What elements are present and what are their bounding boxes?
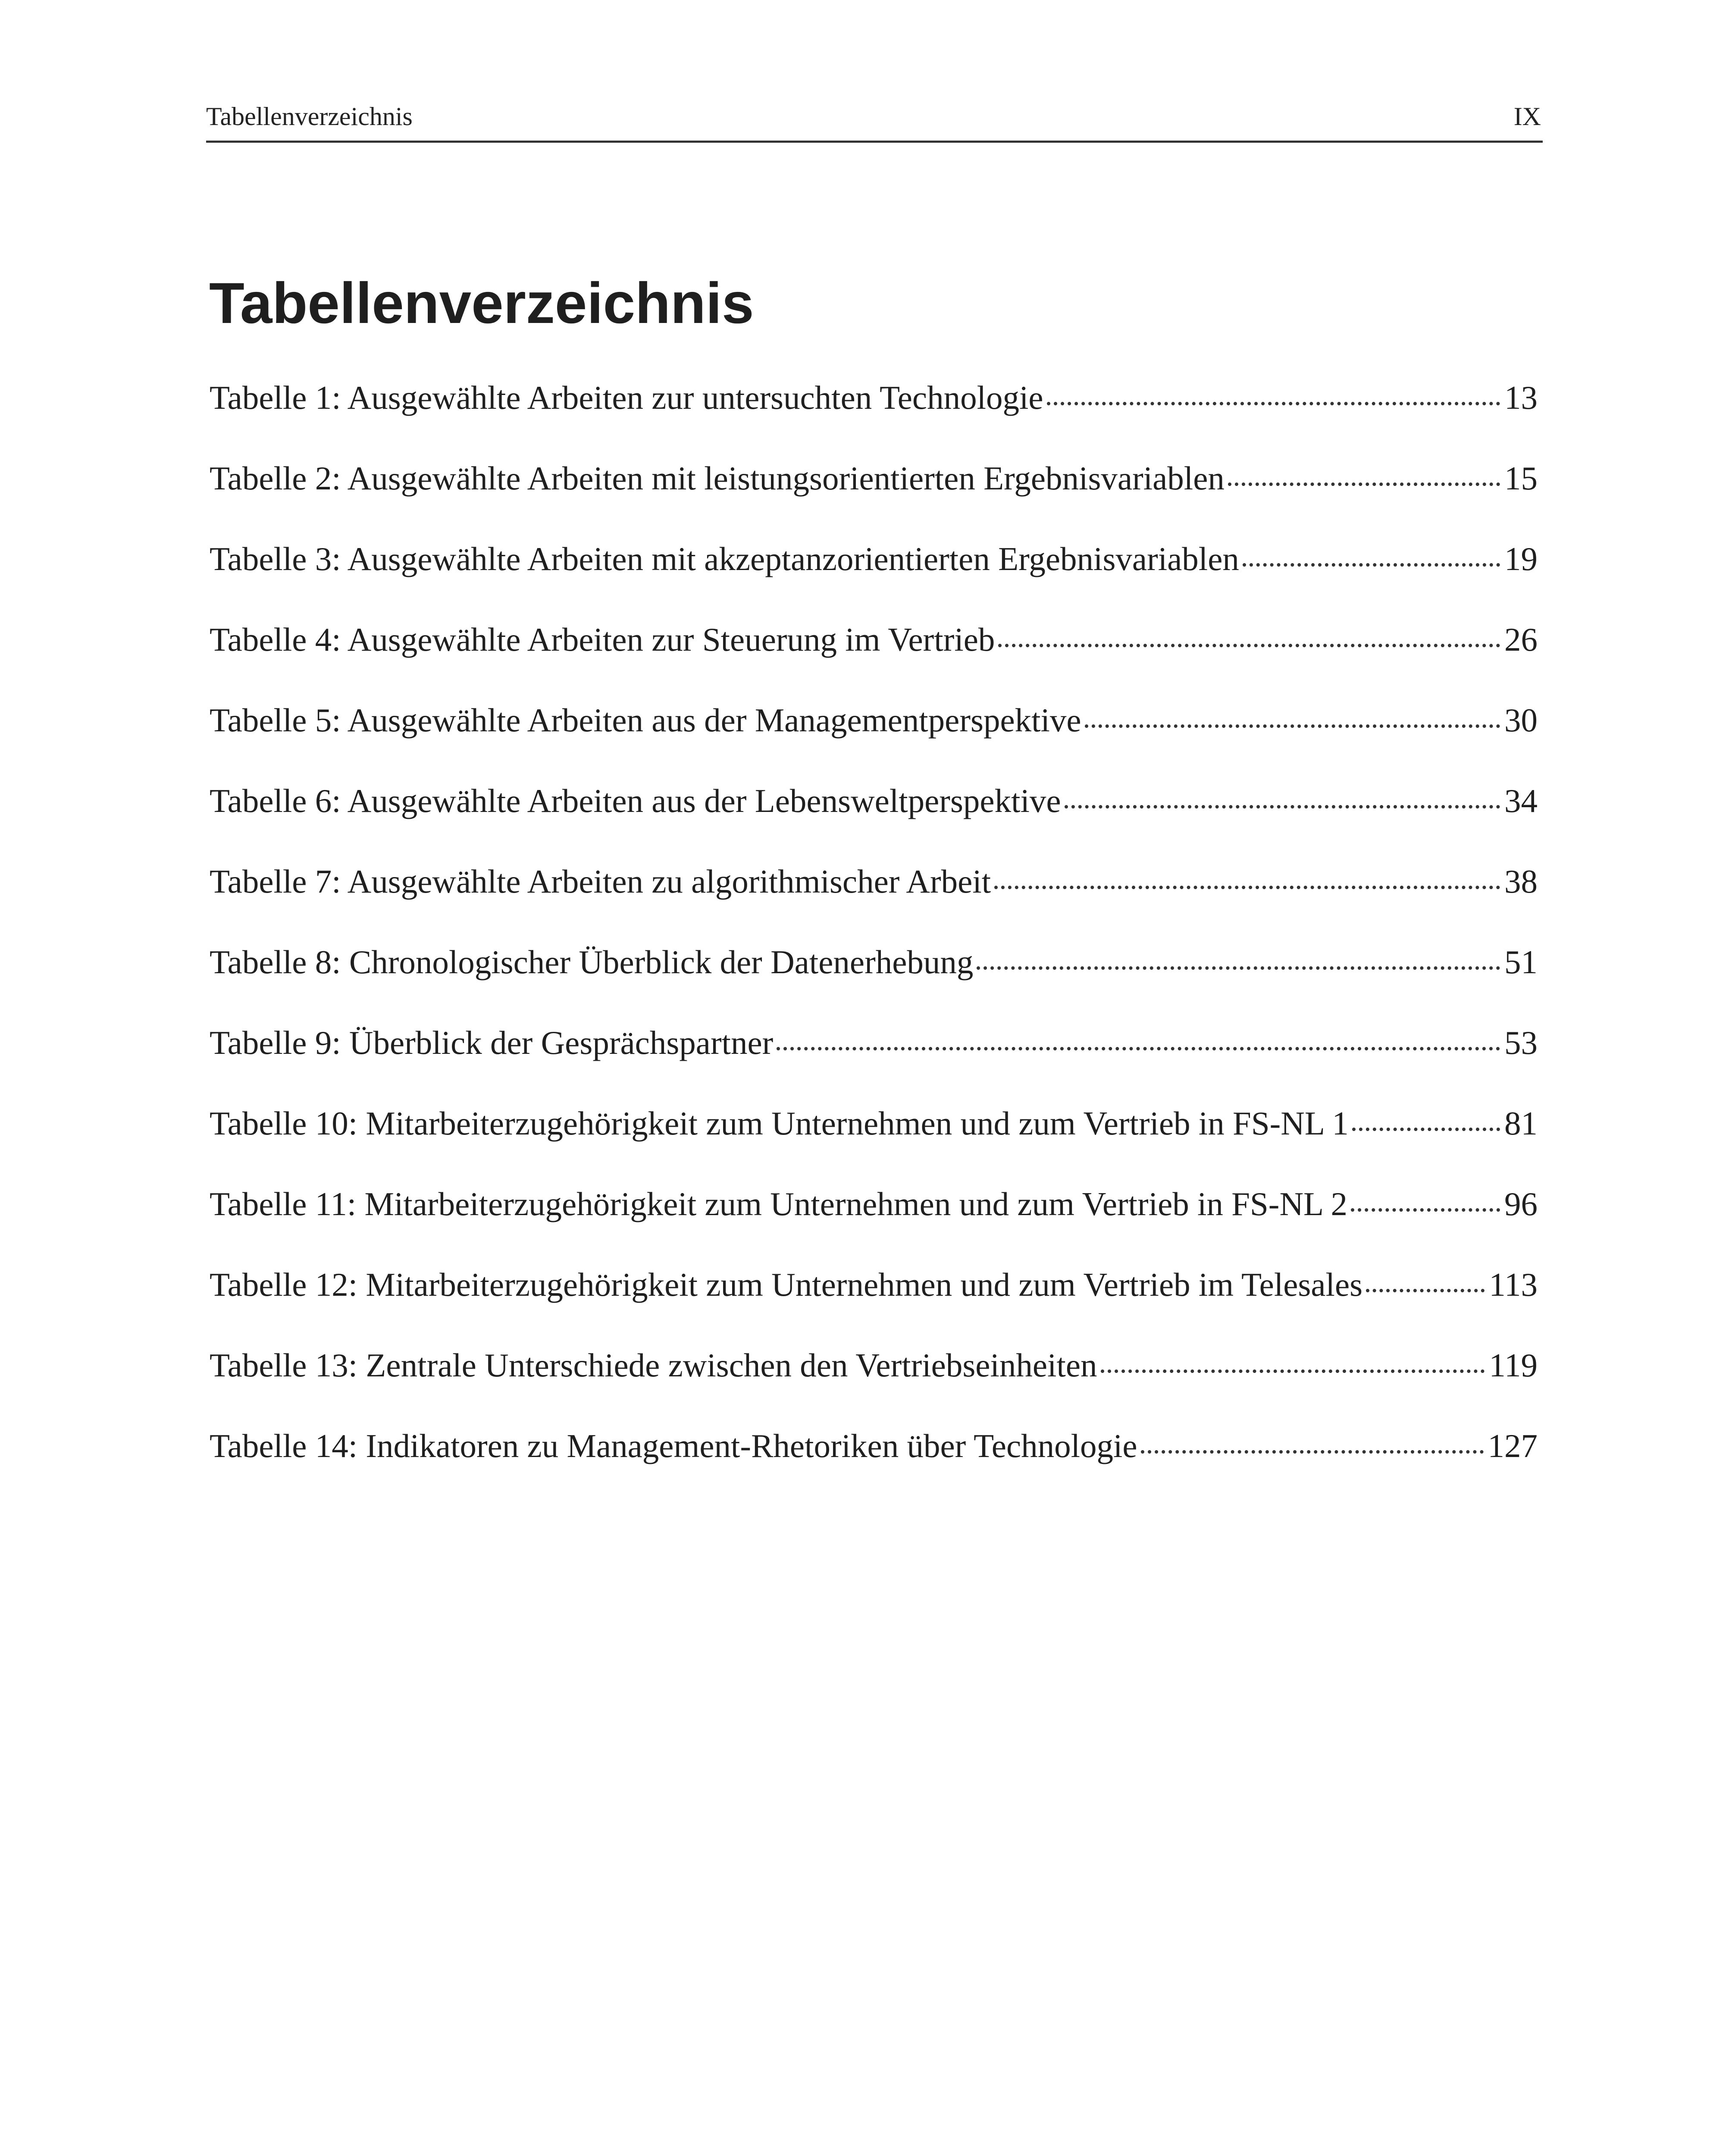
running-header-page-number: IX — [1513, 102, 1541, 131]
table-list-entry-page: 51 — [1504, 943, 1538, 981]
table-list-entry[interactable] — [210, 699, 1538, 779]
table-list-entry-page: 53 — [1504, 1024, 1538, 1061]
table-list-entry-label: Tabelle 2: Ausgewählte Arbeiten mit leistungsorientierten Ergebnisvariablen — [210, 460, 1225, 497]
table-list-entry-label: Tabelle 11: Mitarbeiterzugehörigkeit zum Unternehmen und zum Vertrieb in FS-NL 2 — [210, 1185, 1347, 1222]
page-title: Tabellenverzeichnis — [209, 271, 754, 335]
table-list-entry-page: 15 — [1504, 460, 1538, 497]
table-list-entry[interactable] — [210, 1424, 1538, 1505]
dot-leader — [1085, 724, 1500, 728]
table-list-entry-page: 119 — [1489, 1347, 1538, 1384]
table-list-entry-label: Tabelle 13: Zentrale Unterschiede zwischen den Vertriebseinheiten — [210, 1347, 1097, 1384]
table-list-entry-page: 26 — [1504, 621, 1538, 658]
table-list-entry-page: 38 — [1504, 863, 1538, 900]
dot-leader — [977, 966, 1500, 970]
table-list-entry-label: Tabelle 4: Ausgewählte Arbeiten zur Steuerung im Vertrieb — [210, 621, 995, 658]
table-list-entry-page: 19 — [1504, 540, 1538, 577]
table-list-entry-label: Tabelle 10: Mitarbeiterzugehörigkeit zum Unternehmen und zum Vertrieb in FS-NL 1 — [210, 1105, 1349, 1142]
table-list — [210, 376, 1538, 1505]
table-list-entry-label: Tabelle 6: Ausgewählte Arbeiten aus der Lebensweltperspektive — [210, 782, 1061, 819]
dot-leader — [777, 1047, 1500, 1050]
dot-leader — [1047, 402, 1500, 405]
table-list-entry[interactable] — [210, 1344, 1538, 1424]
table-list-entry[interactable] — [210, 618, 1538, 699]
table-list-entry-page: 81 — [1504, 1105, 1538, 1142]
table-list-entry-label: Tabelle 9: Überblick der Gesprächspartner — [210, 1024, 774, 1061]
table-list-entry[interactable] — [210, 537, 1538, 618]
table-list-entry-page: 30 — [1504, 702, 1538, 739]
table-list-entry[interactable] — [210, 1263, 1538, 1344]
table-list-entry-label: Tabelle 3: Ausgewählte Arbeiten mit akzeptanzorientierten Ergebnisvariablen — [210, 540, 1239, 577]
dot-leader — [998, 644, 1500, 647]
table-list-entry-label: Tabelle 1: Ausgewählte Arbeiten zur untersuchten Technologie — [210, 379, 1043, 416]
table-list-entry[interactable] — [210, 860, 1538, 940]
dot-leader — [1065, 805, 1500, 808]
dot-leader — [1243, 563, 1500, 567]
table-list-entry-label: Tabelle 5: Ausgewählte Arbeiten aus der Managementperspektive — [210, 702, 1081, 739]
table-list-entry[interactable] — [210, 376, 1538, 457]
table-list-entry[interactable] — [210, 1102, 1538, 1182]
dot-leader — [1228, 483, 1500, 486]
dot-leader — [994, 886, 1500, 889]
table-list-entry-page: 127 — [1488, 1427, 1538, 1464]
table-list-entry[interactable] — [210, 779, 1538, 860]
table-list-entry-label: Tabelle 7: Ausgewählte Arbeiten zu algorithmischer Arbeit — [210, 863, 991, 900]
running-header-title: Tabellenverzeichnis — [206, 102, 413, 131]
table-list-entry-page: 96 — [1504, 1185, 1538, 1222]
dot-leader — [1101, 1369, 1485, 1373]
table-list-entry-label: Tabelle 8: Chronologischer Überblick der Datenerhebung — [210, 943, 974, 981]
dot-leader — [1352, 1128, 1500, 1131]
running-header — [206, 102, 1543, 143]
table-list-entry-page: 34 — [1504, 782, 1538, 819]
table-list-entry[interactable] — [210, 940, 1538, 1021]
dot-leader — [1366, 1289, 1485, 1292]
dot-leader — [1141, 1450, 1484, 1454]
table-list-entry-label: Tabelle 14: Indikatoren zu Management-Rhetoriken über Technologie — [210, 1427, 1137, 1464]
table-list-entry[interactable] — [210, 457, 1538, 537]
table-list-entry[interactable] — [210, 1182, 1538, 1263]
table-list-entry[interactable] — [210, 1021, 1538, 1102]
table-list-entry-page: 113 — [1489, 1266, 1538, 1303]
table-list-entry-page: 13 — [1504, 379, 1538, 416]
table-list-entry-label: Tabelle 12: Mitarbeiterzugehörigkeit zum Unternehmen und zum Vertrieb im Telesales — [210, 1266, 1363, 1303]
dot-leader — [1351, 1208, 1500, 1212]
